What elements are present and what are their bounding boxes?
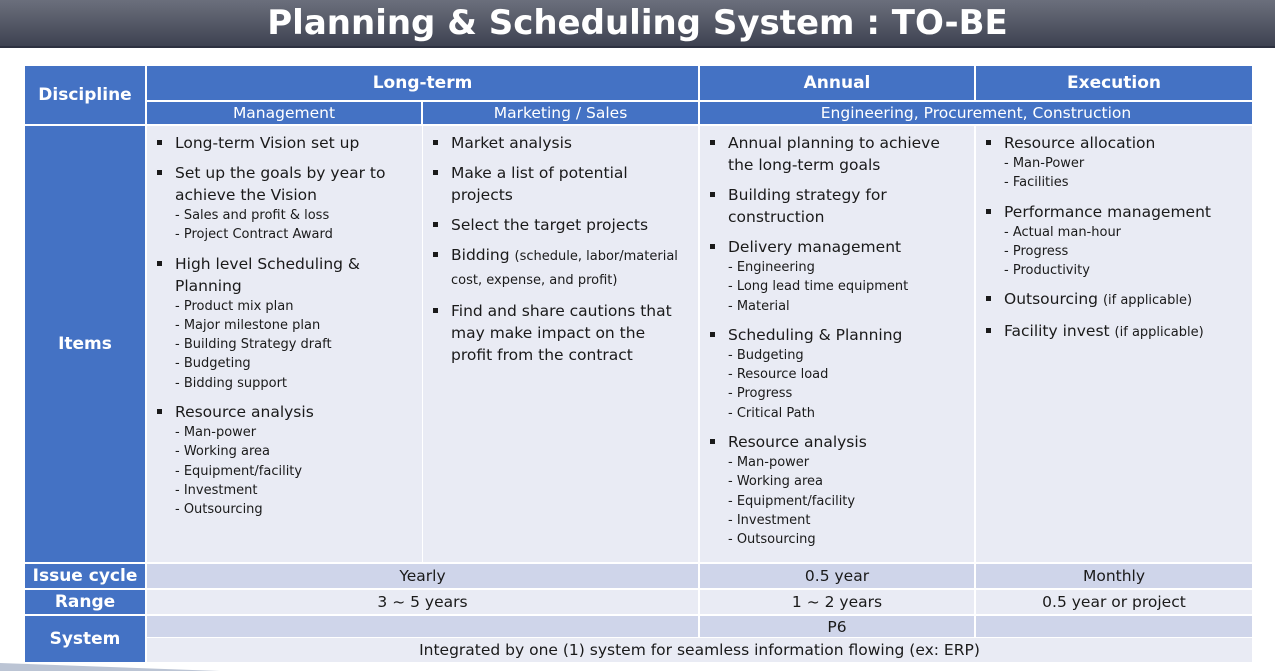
sub-list — [175, 423, 414, 519]
row-label-range: Range — [25, 590, 147, 616]
system-long-term — [147, 616, 700, 638]
issue-cycle-long-term: Yearly — [147, 564, 700, 590]
sub-list-item: - Long lead time equipment — [728, 277, 966, 296]
list-item-text: Facility invest — [1004, 322, 1110, 341]
marketing-items-cell — [423, 126, 700, 564]
list-item-text: Set up the goals by year to achieve the Vision — [175, 164, 386, 204]
header-discipline: Discipline — [25, 66, 147, 126]
list-item-text: Resource analysis — [728, 433, 867, 452]
header-execution: Execution — [976, 66, 1252, 102]
list-item-text: Scheduling & Planning — [728, 325, 903, 344]
sub-list — [728, 258, 966, 316]
range-annual: 1 ~ 2 years — [700, 590, 976, 616]
sub-list-item: - Man-Power — [1004, 154, 1244, 173]
sub-list-item: - Material — [728, 297, 966, 316]
annual-items-list — [700, 126, 974, 550]
sub-list-item: - Critical Path — [728, 404, 966, 423]
sub-list-item: - Product mix plan — [175, 297, 414, 316]
sub-list-item: - Man-power — [175, 423, 414, 442]
list-item — [984, 320, 1244, 344]
sub-list-item: - Progress — [1004, 242, 1244, 261]
sub-list-item: - Facilities — [1004, 173, 1244, 192]
sub-list-item: - Sales and profit & loss — [175, 206, 414, 225]
system-annual: P6 — [700, 616, 976, 638]
sub-list-item: - Working area — [175, 442, 414, 461]
issue-cycle-annual: 0.5 year — [700, 564, 976, 590]
list-item — [431, 162, 690, 206]
sub-list-item: - Progress — [728, 384, 966, 403]
list-item-text: Find and share cautions that may make impact on the profit from the contract — [451, 302, 672, 364]
system-execution — [976, 616, 1252, 638]
sub-list-item: - Major milestone plan — [175, 316, 414, 335]
management-items-cell — [147, 126, 423, 564]
list-item — [155, 401, 414, 519]
sub-list-item: - Actual man-hour — [1004, 223, 1244, 242]
range-long-term: 3 ~ 5 years — [147, 590, 700, 616]
decorative-wedge — [0, 663, 220, 671]
sub-list-item: - Working area — [728, 472, 966, 491]
range-execution: 0.5 year or project — [976, 590, 1252, 616]
sub-list — [728, 346, 966, 423]
list-item-text: Building strategy for construction — [728, 186, 887, 226]
annual-items-cell — [700, 126, 976, 564]
sub-list-item: - Bidding support — [175, 374, 414, 393]
header-annual: Annual — [700, 66, 976, 102]
sub-list — [175, 297, 414, 393]
row-label-system: System — [25, 616, 147, 662]
list-item — [708, 184, 966, 228]
sub-list-item: - Outsourcing — [728, 530, 966, 549]
list-item-text: Select the target projects — [451, 216, 649, 234]
issue-cycle-execution: Monthly — [976, 564, 1252, 590]
list-item — [708, 132, 966, 176]
row-label-issue-cycle: Issue cycle — [25, 564, 147, 590]
list-item — [984, 132, 1244, 193]
list-item-note: (if applicable) — [1102, 293, 1193, 309]
sub-list-item: - Building Strategy draft — [175, 335, 414, 354]
list-item — [431, 214, 690, 236]
sub-list — [1004, 223, 1244, 281]
header-marketing: Marketing / Sales — [423, 102, 700, 126]
sub-list-item: - Engineering — [728, 258, 966, 277]
list-item-note: (if applicable) — [1114, 325, 1204, 341]
list-item-text: Resource allocation — [1004, 134, 1156, 152]
management-items-list — [147, 126, 422, 520]
list-item — [984, 288, 1244, 312]
header-long-term: Long-term — [147, 66, 700, 102]
sub-list-item: - Man-power — [728, 453, 966, 472]
execution-items-list — [976, 126, 1252, 344]
header-epc: Engineering, Procurement, Construction — [700, 102, 1252, 126]
sub-list-item: - Investment — [728, 511, 966, 530]
sub-list-item: - Equipment/facility — [728, 492, 966, 511]
list-item-text: Make a list of potential projects — [451, 164, 628, 204]
list-item-text: Outsourcing — [1004, 290, 1099, 309]
sub-list-item: - Outsourcing — [175, 500, 414, 519]
header-management: Management — [147, 102, 423, 126]
sub-list — [728, 453, 966, 549]
execution-items-cell — [976, 126, 1252, 564]
list-item — [155, 132, 414, 154]
title-bar — [0, 0, 1275, 48]
list-item-text: Bidding — [451, 246, 510, 264]
sub-list — [175, 206, 414, 245]
list-item-text: Long-term Vision set up — [175, 134, 360, 152]
list-item — [708, 431, 966, 549]
list-item — [431, 300, 690, 366]
sub-list-item: - Productivity — [1004, 261, 1244, 280]
list-item — [155, 162, 414, 245]
list-item — [984, 201, 1244, 281]
list-item — [431, 132, 690, 154]
list-item-note: (schedule, labor/material cost, expense, and profit) — [451, 249, 678, 288]
list-item-text: Resource analysis — [175, 403, 314, 422]
sub-list-item: - Resource load — [728, 365, 966, 384]
sub-list — [1004, 154, 1244, 193]
marketing-items-list — [423, 126, 698, 366]
sub-list-item: - Project Contract Award — [175, 225, 414, 244]
sub-list-item: - Budgeting — [175, 354, 414, 373]
list-item-text: Annual planning to achieve the long-term goals — [728, 134, 940, 174]
list-item-text: High level Scheduling & Planning — [175, 254, 361, 295]
list-item-text: Performance management — [1004, 202, 1211, 221]
list-item — [155, 253, 414, 393]
list-item — [431, 244, 690, 292]
system-integrated: Integrated by one (1) system for seamless information flowing (ex: ERP) — [147, 638, 1252, 662]
sub-list-item: - Investment — [175, 481, 414, 500]
list-item-text: Market analysis — [451, 134, 572, 152]
list-item — [708, 324, 966, 423]
list-item — [708, 236, 966, 316]
sub-list-item: - Equipment/facility — [175, 462, 414, 481]
list-item-text: Delivery management — [728, 238, 902, 256]
sub-list-item: - Budgeting — [728, 346, 966, 365]
page-title: Planning & Scheduling System : TO-BE — [267, 3, 1008, 43]
row-label-items: Items — [25, 126, 147, 564]
